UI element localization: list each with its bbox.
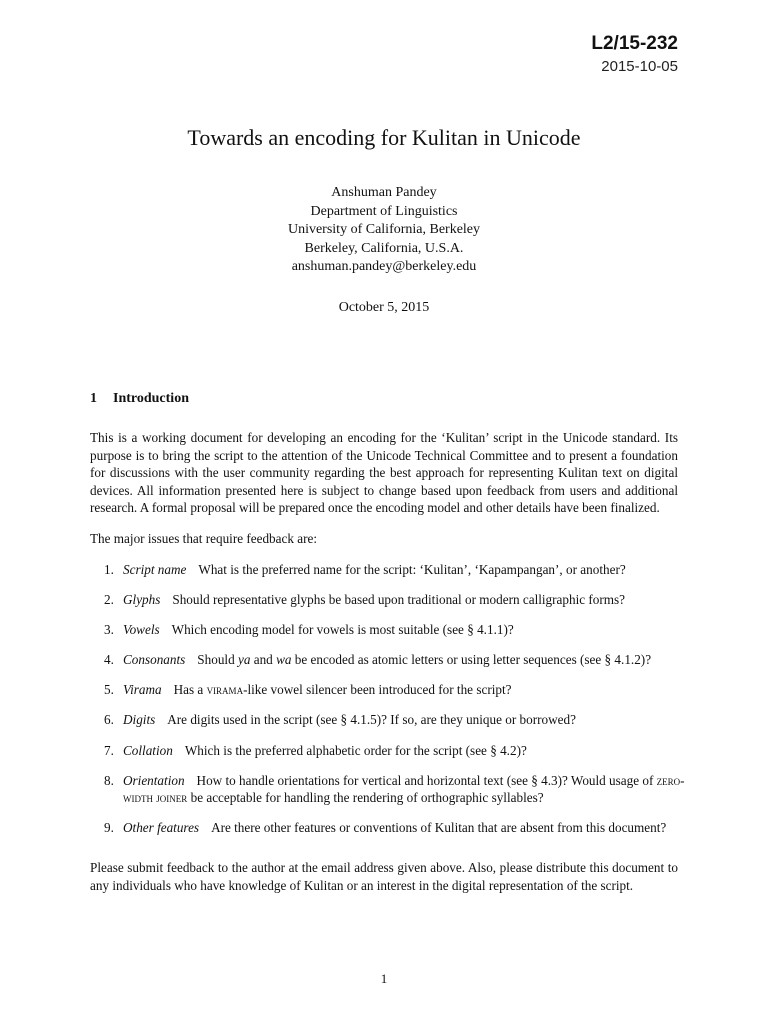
page-number: 1 <box>380 971 388 986</box>
author-email: anshuman.pandey@berkeley.edu <box>291 259 477 274</box>
item-text-mid: and <box>250 652 277 668</box>
item-text: Which encoding model for vowels is most suitable (see § 4.1.1)? <box>171 622 514 638</box>
list-item <box>90 561 690 579</box>
issues-lead-paragraph: The major issues that require feedback are: <box>90 531 318 546</box>
item-text-smallcaps: zero-width joiner <box>123 772 685 806</box>
author-location: Berkeley, California, U.S.A. <box>304 240 464 256</box>
item-term: Script name <box>123 562 187 577</box>
item-number: 3. <box>104 622 114 638</box>
document-number: L2/15-232 <box>591 33 678 54</box>
item-text-pre: Has a <box>173 682 207 698</box>
paper-title: Towards an encoding for Kulitan in Unicode <box>187 125 581 150</box>
item-text-post: -like vowel silencer been introduced for the script? <box>243 682 512 698</box>
section-heading <box>90 391 189 407</box>
item-text-pre: How to handle orientations for vertical and horizontal text (see § 4.3)? Would usage of <box>196 772 657 788</box>
document-date: 2015-10-05 <box>601 58 678 75</box>
item-term: Consonants <box>123 652 186 668</box>
list-item <box>90 772 690 807</box>
item-text-italic-wa: wa <box>276 652 292 668</box>
list-item <box>90 711 690 729</box>
item-number: 1. <box>104 562 114 577</box>
author-university: University of California, Berkeley <box>287 222 481 237</box>
item-number: 5. <box>104 682 114 698</box>
list-item <box>90 819 690 837</box>
list-item <box>90 742 690 760</box>
item-text-post: be acceptable for handling the rendering of orthographic syllables? <box>187 790 544 806</box>
list-item <box>90 621 690 639</box>
intro-paragraph: This is a working document for developing an encoding for the ‘Kulitan’ script in the Unicode standard. Its purpose is to bring the script to the attention of the Unicode Technical Committee and to present a foundation for discussions with the user community regarding the best approach for representing Kulitan text on digital devices. All information presented here is subject to change based upon feedback from users and additional research. A formal proposal will be prepared once the encoding model and other details have been finalized. <box>90 430 678 515</box>
item-term: Digits <box>123 712 156 728</box>
item-number: 2. <box>104 592 114 608</box>
item-text: Are there other features or conventions of Kulitan that are absent from this document? <box>211 820 667 836</box>
list-item <box>90 651 690 669</box>
item-text: Are digits used in the script (see § 4.1.5)? If so, are they unique or borrowed? <box>167 712 576 728</box>
list-item <box>90 591 690 609</box>
item-term: Vowels <box>123 622 160 638</box>
author-department: Department of Linguistics <box>310 203 458 219</box>
item-text: What is the preferred name for the script: ‘Kulitan’, ‘Kapampangan’, or another? <box>198 562 626 577</box>
issues-list <box>90 561 690 849</box>
list-item <box>90 681 690 699</box>
item-text: Which is the preferred alphabetic order for the script (see § 4.2)? <box>184 742 527 758</box>
item-number: 8. <box>104 772 114 788</box>
closing-paragraph: Please submit feedback to the author at the email address given above. Also, please distribute this document to any individuals who have knowledge of Kulitan or an interest in the digital representation of the script. <box>90 860 678 893</box>
item-number: 4. <box>104 652 114 668</box>
item-term: Other features <box>123 820 200 836</box>
item-term: Virama <box>123 682 162 698</box>
item-number: 7. <box>104 742 114 758</box>
item-text-post: be encoded as atomic letters or using letter sequences (see § 4.1.2)? <box>291 652 652 668</box>
item-term: Glyphs <box>123 592 161 608</box>
item-term: Collation <box>123 742 173 758</box>
author-block <box>0 184 768 277</box>
item-text-pre: Should <box>197 652 238 668</box>
item-term: Orientation <box>123 772 185 788</box>
author-name: Anshuman Pandey <box>331 185 437 200</box>
section-number: 1 <box>90 391 97 406</box>
item-text: Should representative glyphs be based upon traditional or modern calligraphic forms? <box>172 592 626 608</box>
item-number: 9. <box>104 820 114 836</box>
item-number: 6. <box>104 712 114 728</box>
item-text-smallcaps: virama <box>206 682 244 698</box>
publication-date: October 5, 2015 <box>338 300 430 315</box>
section-title: Introduction <box>113 391 189 406</box>
item-text-italic-ya: ya <box>237 652 251 668</box>
